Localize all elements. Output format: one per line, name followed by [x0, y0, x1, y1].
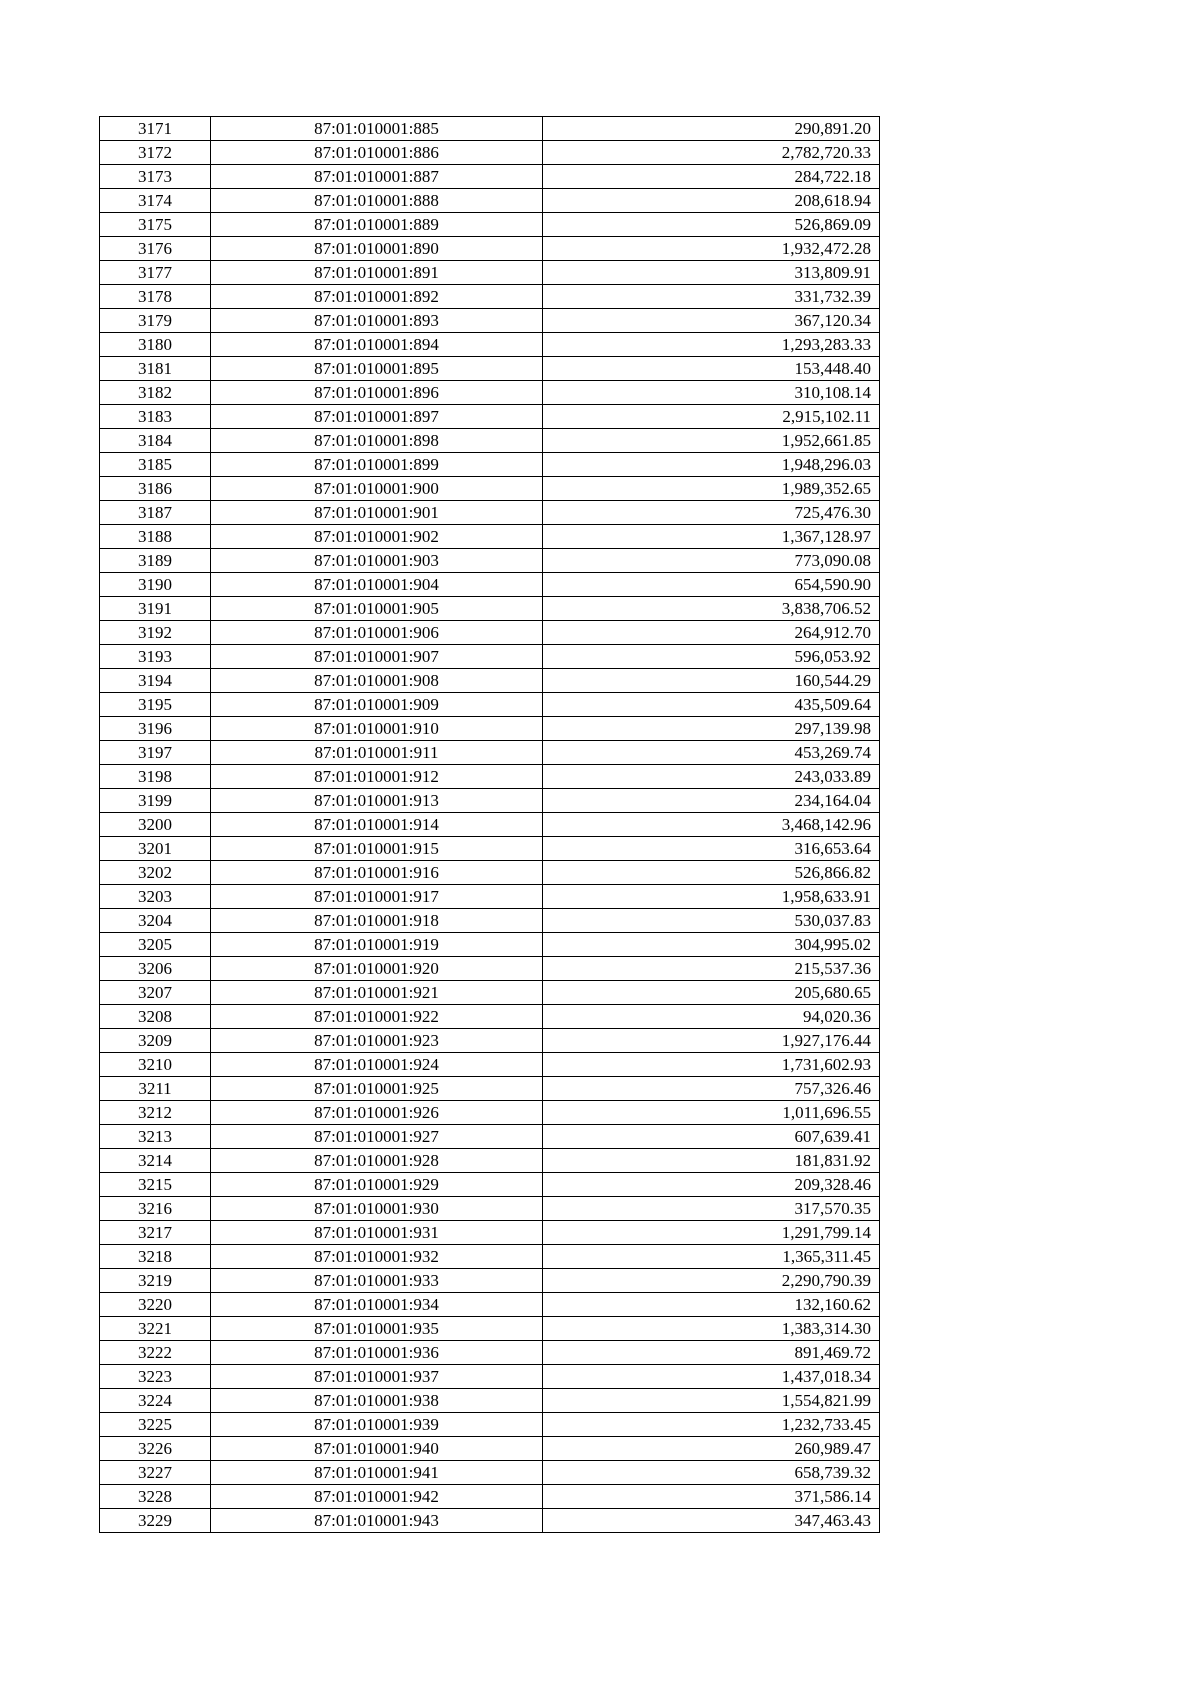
value-cell: 1,958,633.91 — [543, 885, 880, 909]
table-row — [100, 357, 880, 381]
value-cell: 284,722.18 — [543, 165, 880, 189]
value-cell: 3,468,142.96 — [543, 813, 880, 837]
table-row — [100, 261, 880, 285]
row-number-cell: 3221 — [100, 1317, 211, 1341]
row-number-cell: 3187 — [100, 501, 211, 525]
cadastral-number-cell: 87:01:010001:924 — [211, 1053, 543, 1077]
value-cell: 260,989.47 — [543, 1437, 880, 1461]
table-row — [100, 285, 880, 309]
cadastral-number-cell: 87:01:010001:928 — [211, 1149, 543, 1173]
row-number-cell: 3199 — [100, 789, 211, 813]
table-row — [100, 1125, 880, 1149]
cadastral-number-cell: 87:01:010001:917 — [211, 885, 543, 909]
row-number-cell: 3193 — [100, 645, 211, 669]
row-number-cell: 3225 — [100, 1413, 211, 1437]
cadastral-number-cell: 87:01:010001:938 — [211, 1389, 543, 1413]
table-row — [100, 117, 880, 141]
cadastral-number-cell: 87:01:010001:914 — [211, 813, 543, 837]
cadastral-number-cell: 87:01:010001:922 — [211, 1005, 543, 1029]
table-row — [100, 597, 880, 621]
cadastral-number-cell: 87:01:010001:899 — [211, 453, 543, 477]
row-number-cell: 3201 — [100, 837, 211, 861]
value-cell: 1,437,018.34 — [543, 1365, 880, 1389]
row-number-cell: 3180 — [100, 333, 211, 357]
table-row — [100, 1149, 880, 1173]
cadastral-number-cell: 87:01:010001:932 — [211, 1245, 543, 1269]
cadastral-number-cell: 87:01:010001:912 — [211, 765, 543, 789]
table-row — [100, 1293, 880, 1317]
cadastral-number-cell: 87:01:010001:898 — [211, 429, 543, 453]
table-row — [100, 1509, 880, 1533]
value-cell: 2,290,790.39 — [543, 1269, 880, 1293]
value-cell: 3,838,706.52 — [543, 597, 880, 621]
cadastral-number-cell: 87:01:010001:888 — [211, 189, 543, 213]
value-cell: 773,090.08 — [543, 549, 880, 573]
table-row — [100, 405, 880, 429]
value-cell: 215,537.36 — [543, 957, 880, 981]
table-row — [100, 765, 880, 789]
value-cell: 1,232,733.45 — [543, 1413, 880, 1437]
value-cell: 181,831.92 — [543, 1149, 880, 1173]
row-number-cell: 3176 — [100, 237, 211, 261]
cadastral-number-cell: 87:01:010001:902 — [211, 525, 543, 549]
row-number-cell: 3229 — [100, 1509, 211, 1533]
table-row — [100, 861, 880, 885]
cadastral-number-cell: 87:01:010001:910 — [211, 717, 543, 741]
row-number-cell: 3194 — [100, 669, 211, 693]
table-row — [100, 501, 880, 525]
table-row — [100, 981, 880, 1005]
table-row — [100, 1197, 880, 1221]
table-row — [100, 693, 880, 717]
table-row — [100, 237, 880, 261]
table-row — [100, 1101, 880, 1125]
table-row — [100, 1269, 880, 1293]
cadastral-number-cell: 87:01:010001:933 — [211, 1269, 543, 1293]
row-number-cell: 3204 — [100, 909, 211, 933]
cadastral-number-cell: 87:01:010001:887 — [211, 165, 543, 189]
value-cell: 1,948,296.03 — [543, 453, 880, 477]
value-cell: 331,732.39 — [543, 285, 880, 309]
value-cell: 153,448.40 — [543, 357, 880, 381]
table-row — [100, 429, 880, 453]
value-cell: 1,932,472.28 — [543, 237, 880, 261]
table-row — [100, 453, 880, 477]
cadastral-number-cell: 87:01:010001:904 — [211, 573, 543, 597]
value-cell: 310,108.14 — [543, 381, 880, 405]
table-row — [100, 1365, 880, 1389]
row-number-cell: 3184 — [100, 429, 211, 453]
cadastral-number-cell: 87:01:010001:891 — [211, 261, 543, 285]
row-number-cell: 3191 — [100, 597, 211, 621]
value-cell: 234,164.04 — [543, 789, 880, 813]
value-cell: 435,509.64 — [543, 693, 880, 717]
row-number-cell: 3190 — [100, 573, 211, 597]
table-row — [100, 1221, 880, 1245]
cadastral-number-cell: 87:01:010001:907 — [211, 645, 543, 669]
table-row — [100, 165, 880, 189]
table-row — [100, 1461, 880, 1485]
row-number-cell: 3224 — [100, 1389, 211, 1413]
table-row — [100, 1173, 880, 1197]
table-row — [100, 645, 880, 669]
cadastral-number-cell: 87:01:010001:890 — [211, 237, 543, 261]
cadastral-number-cell: 87:01:010001:935 — [211, 1317, 543, 1341]
row-number-cell: 3218 — [100, 1245, 211, 1269]
table-row — [100, 1413, 880, 1437]
table-row — [100, 621, 880, 645]
value-cell: 1,293,283.33 — [543, 333, 880, 357]
cadastral-number-cell: 87:01:010001:897 — [211, 405, 543, 429]
value-cell: 367,120.34 — [543, 309, 880, 333]
value-cell: 526,866.82 — [543, 861, 880, 885]
value-cell: 658,739.32 — [543, 1461, 880, 1485]
value-cell: 304,995.02 — [543, 933, 880, 957]
row-number-cell: 3200 — [100, 813, 211, 837]
row-number-cell: 3195 — [100, 693, 211, 717]
row-number-cell: 3208 — [100, 1005, 211, 1029]
table-row — [100, 1485, 880, 1509]
cadastral-number-cell: 87:01:010001:941 — [211, 1461, 543, 1485]
row-number-cell: 3211 — [100, 1077, 211, 1101]
value-cell: 160,544.29 — [543, 669, 880, 693]
table-row — [100, 1341, 880, 1365]
row-number-cell: 3188 — [100, 525, 211, 549]
table-row — [100, 1245, 880, 1269]
row-number-cell: 3216 — [100, 1197, 211, 1221]
row-number-cell: 3214 — [100, 1149, 211, 1173]
value-cell: 1,927,176.44 — [543, 1029, 880, 1053]
value-cell: 1,554,821.99 — [543, 1389, 880, 1413]
value-cell: 317,570.35 — [543, 1197, 880, 1221]
value-cell: 1,383,314.30 — [543, 1317, 880, 1341]
cadastral-number-cell: 87:01:010001:937 — [211, 1365, 543, 1389]
row-number-cell: 3215 — [100, 1173, 211, 1197]
cadastral-number-cell: 87:01:010001:920 — [211, 957, 543, 981]
row-number-cell: 3203 — [100, 885, 211, 909]
row-number-cell: 3172 — [100, 141, 211, 165]
row-number-cell: 3171 — [100, 117, 211, 141]
table-row — [100, 309, 880, 333]
cadastral-number-cell: 87:01:010001:903 — [211, 549, 543, 573]
cadastral-number-cell: 87:01:010001:930 — [211, 1197, 543, 1221]
row-number-cell: 3228 — [100, 1485, 211, 1509]
table-row — [100, 573, 880, 597]
table-row — [100, 549, 880, 573]
table-row — [100, 1029, 880, 1053]
value-cell: 1,731,602.93 — [543, 1053, 880, 1077]
value-cell: 132,160.62 — [543, 1293, 880, 1317]
row-number-cell: 3212 — [100, 1101, 211, 1125]
cadastral-number-cell: 87:01:010001:900 — [211, 477, 543, 501]
cadastral-number-cell: 87:01:010001:894 — [211, 333, 543, 357]
table-row — [100, 477, 880, 501]
value-cell: 94,020.36 — [543, 1005, 880, 1029]
row-number-cell: 3227 — [100, 1461, 211, 1485]
row-number-cell: 3210 — [100, 1053, 211, 1077]
value-cell: 757,326.46 — [543, 1077, 880, 1101]
table-row — [100, 1053, 880, 1077]
table-row — [100, 1317, 880, 1341]
row-number-cell: 3198 — [100, 765, 211, 789]
value-cell: 371,586.14 — [543, 1485, 880, 1509]
row-number-cell: 3206 — [100, 957, 211, 981]
cadastral-number-cell: 87:01:010001:919 — [211, 933, 543, 957]
row-number-cell: 3219 — [100, 1269, 211, 1293]
value-cell: 297,139.98 — [543, 717, 880, 741]
cadastral-number-cell: 87:01:010001:913 — [211, 789, 543, 813]
row-number-cell: 3181 — [100, 357, 211, 381]
row-number-cell: 3173 — [100, 165, 211, 189]
value-cell: 1,365,311.45 — [543, 1245, 880, 1269]
cadastral-number-cell: 87:01:010001:901 — [211, 501, 543, 525]
row-number-cell: 3183 — [100, 405, 211, 429]
value-cell: 264,912.70 — [543, 621, 880, 645]
table-row — [100, 837, 880, 861]
row-number-cell: 3226 — [100, 1437, 211, 1461]
table-row — [100, 813, 880, 837]
cadastral-number-cell: 87:01:010001:909 — [211, 693, 543, 717]
row-number-cell: 3182 — [100, 381, 211, 405]
table-body — [100, 117, 880, 1533]
cadastral-number-cell: 87:01:010001:936 — [211, 1341, 543, 1365]
cadastral-number-cell: 87:01:010001:908 — [211, 669, 543, 693]
value-cell: 607,639.41 — [543, 1125, 880, 1149]
table-row — [100, 1389, 880, 1413]
value-cell: 453,269.74 — [543, 741, 880, 765]
row-number-cell: 3192 — [100, 621, 211, 645]
table-row — [100, 1077, 880, 1101]
cadastral-number-cell: 87:01:010001:916 — [211, 861, 543, 885]
value-cell: 1,291,799.14 — [543, 1221, 880, 1245]
cadastral-number-cell: 87:01:010001:929 — [211, 1173, 543, 1197]
row-number-cell: 3186 — [100, 477, 211, 501]
row-number-cell: 3207 — [100, 981, 211, 1005]
row-number-cell: 3196 — [100, 717, 211, 741]
value-cell: 654,590.90 — [543, 573, 880, 597]
row-number-cell: 3205 — [100, 933, 211, 957]
row-number-cell: 3178 — [100, 285, 211, 309]
table-row — [100, 957, 880, 981]
row-number-cell: 3202 — [100, 861, 211, 885]
cadastral-number-cell: 87:01:010001:895 — [211, 357, 543, 381]
table-row — [100, 741, 880, 765]
row-number-cell: 3179 — [100, 309, 211, 333]
table-row — [100, 1437, 880, 1461]
row-number-cell: 3185 — [100, 453, 211, 477]
cadastral-number-cell: 87:01:010001:940 — [211, 1437, 543, 1461]
row-number-cell: 3174 — [100, 189, 211, 213]
value-cell: 209,328.46 — [543, 1173, 880, 1197]
row-number-cell: 3175 — [100, 213, 211, 237]
table-row — [100, 525, 880, 549]
table-row — [100, 1005, 880, 1029]
cadastral-number-cell: 87:01:010001:906 — [211, 621, 543, 645]
row-number-cell: 3177 — [100, 261, 211, 285]
value-cell: 2,782,720.33 — [543, 141, 880, 165]
cadastral-number-cell: 87:01:010001:925 — [211, 1077, 543, 1101]
value-cell: 313,809.91 — [543, 261, 880, 285]
cadastral-number-cell: 87:01:010001:892 — [211, 285, 543, 309]
table-row — [100, 933, 880, 957]
value-cell: 2,915,102.11 — [543, 405, 880, 429]
cadastral-number-cell: 87:01:010001:931 — [211, 1221, 543, 1245]
value-cell: 596,053.92 — [543, 645, 880, 669]
data-table — [99, 116, 880, 1533]
value-cell: 205,680.65 — [543, 981, 880, 1005]
table-row — [100, 909, 880, 933]
value-cell: 347,463.43 — [543, 1509, 880, 1533]
table-row — [100, 717, 880, 741]
row-number-cell: 3213 — [100, 1125, 211, 1149]
value-cell: 316,653.64 — [543, 837, 880, 861]
row-number-cell: 3217 — [100, 1221, 211, 1245]
value-cell: 1,989,352.65 — [543, 477, 880, 501]
table-row — [100, 141, 880, 165]
cadastral-number-cell: 87:01:010001:885 — [211, 117, 543, 141]
value-cell: 1,011,696.55 — [543, 1101, 880, 1125]
value-cell: 243,033.89 — [543, 765, 880, 789]
row-number-cell: 3209 — [100, 1029, 211, 1053]
cadastral-number-cell: 87:01:010001:893 — [211, 309, 543, 333]
cadastral-number-cell: 87:01:010001:896 — [211, 381, 543, 405]
cadastral-number-cell: 87:01:010001:915 — [211, 837, 543, 861]
value-cell: 290,891.20 — [543, 117, 880, 141]
cadastral-number-cell: 87:01:010001:934 — [211, 1293, 543, 1317]
value-cell: 891,469.72 — [543, 1341, 880, 1365]
value-cell: 526,869.09 — [543, 213, 880, 237]
table-row — [100, 381, 880, 405]
table-row — [100, 333, 880, 357]
cadastral-number-cell: 87:01:010001:923 — [211, 1029, 543, 1053]
row-number-cell: 3197 — [100, 741, 211, 765]
cadastral-number-cell: 87:01:010001:926 — [211, 1101, 543, 1125]
cadastral-number-cell: 87:01:010001:927 — [211, 1125, 543, 1149]
table-row — [100, 213, 880, 237]
cadastral-number-cell: 87:01:010001:939 — [211, 1413, 543, 1437]
cadastral-number-cell: 87:01:010001:921 — [211, 981, 543, 1005]
table-row — [100, 669, 880, 693]
cadastral-number-cell: 87:01:010001:905 — [211, 597, 543, 621]
cadastral-number-cell: 87:01:010001:942 — [211, 1485, 543, 1509]
value-cell: 208,618.94 — [543, 189, 880, 213]
table-row — [100, 885, 880, 909]
cadastral-number-cell: 87:01:010001:911 — [211, 741, 543, 765]
cadastral-number-cell: 87:01:010001:886 — [211, 141, 543, 165]
cadastral-number-cell: 87:01:010001:918 — [211, 909, 543, 933]
row-number-cell: 3220 — [100, 1293, 211, 1317]
value-cell: 725,476.30 — [543, 501, 880, 525]
row-number-cell: 3223 — [100, 1365, 211, 1389]
table-row — [100, 189, 880, 213]
table-row — [100, 789, 880, 813]
value-cell: 1,952,661.85 — [543, 429, 880, 453]
value-cell: 1,367,128.97 — [543, 525, 880, 549]
cadastral-number-cell: 87:01:010001:943 — [211, 1509, 543, 1533]
value-cell: 530,037.83 — [543, 909, 880, 933]
cadastral-number-cell: 87:01:010001:889 — [211, 213, 543, 237]
row-number-cell: 3222 — [100, 1341, 211, 1365]
row-number-cell: 3189 — [100, 549, 211, 573]
